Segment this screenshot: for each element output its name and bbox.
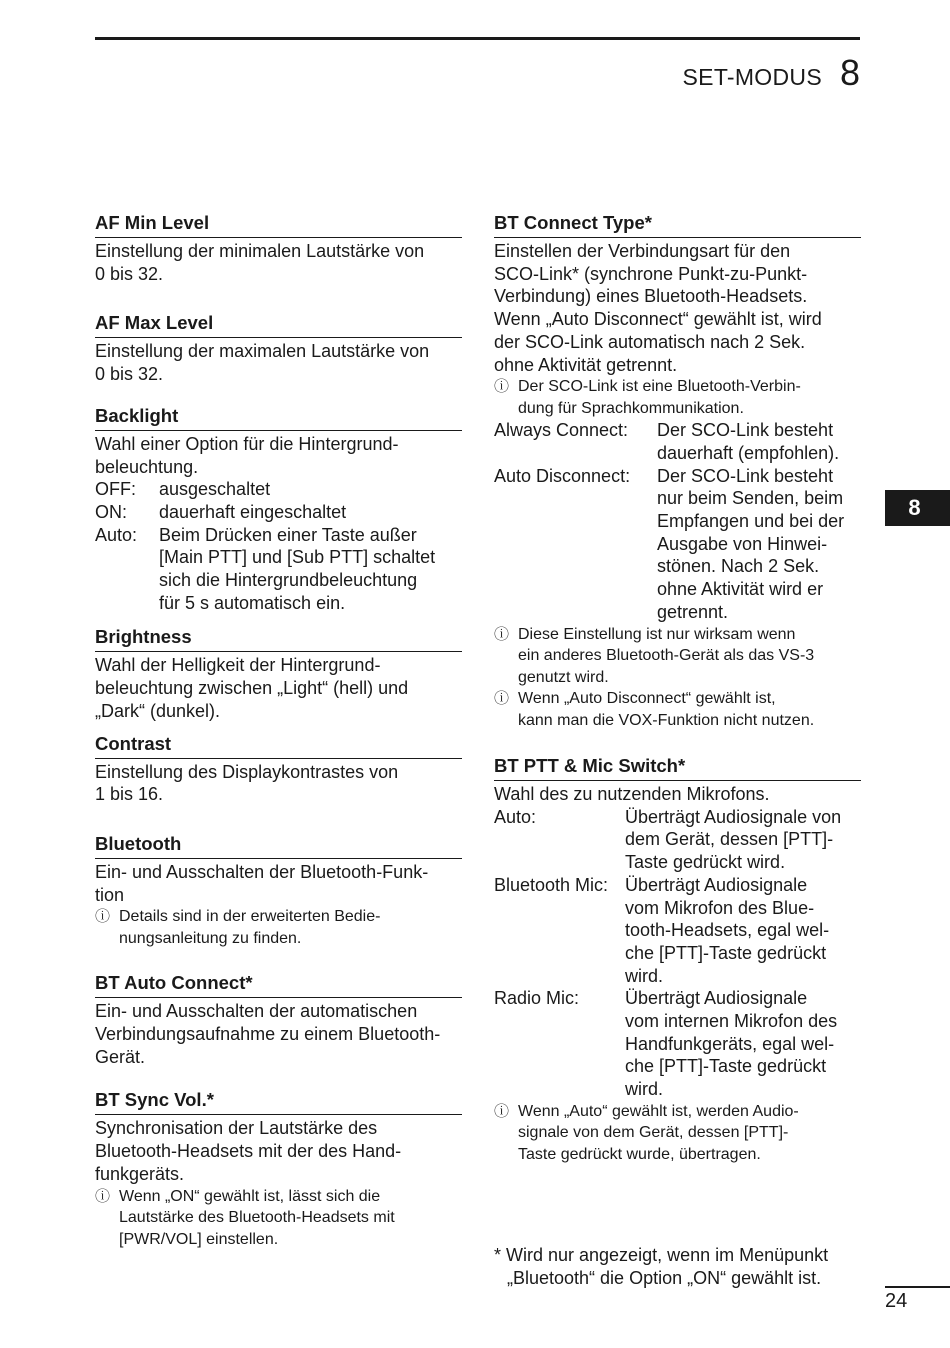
section-bluetooth [95, 831, 462, 949]
option-line: Der SCO-Link besteht [657, 465, 834, 486]
option-value [159, 524, 462, 615]
body-line: Einstellen der Verbindungsart für den [494, 241, 791, 261]
option-line: Handfunkgeräts, egal wel- [625, 1033, 835, 1054]
option-line: Überträgt Audiosignale von [625, 806, 842, 827]
note-line: dung für Sprachkommunikation. [518, 399, 744, 417]
info-note [95, 906, 462, 949]
note-line: nungsanleitung zu finden. [119, 929, 302, 947]
option-bluetooth-mic [494, 874, 861, 988]
option-key: ON: [95, 501, 128, 522]
body-line: Ein- und Ausschalten der automatischen [95, 1001, 418, 1022]
section-title: BT PTT & Mic Switch* [494, 753, 861, 781]
option-line: wird. [625, 965, 664, 986]
body-line: Wenn „Auto Disconnect“ gewählt ist, wird [494, 309, 822, 330]
option-line: Überträgt Audiosignale [625, 874, 808, 895]
section-contrast [95, 731, 462, 806]
option-line: nur beim Senden, beim [657, 488, 844, 509]
option-line: getrennt. [657, 601, 729, 622]
body-line: der SCO-Link automatisch nach 2 Sek. [494, 331, 806, 352]
info-note [494, 376, 861, 419]
section-title: Brightness [95, 624, 462, 652]
section-title: Backlight [95, 403, 462, 431]
note-line: Lautstärke des Bluetooth-Headsets mit [119, 1209, 395, 1227]
section-bt-ptt-mic-switch [494, 753, 861, 1165]
info-circle-icon: ⓘ [494, 690, 510, 708]
option-line: [Main PTT] und [Sub PTT] schaltet [159, 547, 436, 568]
option-key: Always Connect: [494, 420, 629, 441]
footnote-line: „Bluetooth“ die Option „ON“ gewählt ist. [507, 1267, 822, 1288]
body-line: Verbindung) eines Bluetooth-Headsets. [494, 286, 808, 307]
section-title: AF Min Level [95, 210, 462, 238]
option-line: Taste gedrückt wird. [625, 852, 786, 873]
option-key: Auto: [494, 806, 537, 827]
option-line: ausgeschaltet [159, 479, 271, 500]
note-line: Taste gedrückt wurde, übertragen. [518, 1145, 761, 1163]
footnote [494, 1244, 864, 1289]
section-bt-connect-type [494, 210, 861, 731]
body-line: Bluetooth-Headsets mit der des Hand- [95, 1141, 402, 1162]
section-title: AF Max Level [95, 310, 462, 338]
note-line: [PWR/VOL] einstellen. [119, 1230, 279, 1248]
body-line: Wahl einer Option für die Hintergrund- [95, 433, 399, 454]
note-line: Wenn „Auto“ gewählt ist, werden Audio- [518, 1102, 799, 1120]
option-value [625, 806, 861, 874]
option-line: Ausgabe von Hinwei- [657, 533, 828, 554]
info-note [494, 624, 861, 689]
option-line: vom internen Mikrofon des [625, 1011, 838, 1032]
option-value [625, 987, 861, 1101]
option-key: Auto: [95, 524, 138, 545]
info-circle-icon: ⓘ [95, 908, 111, 926]
body-line: beleuchtung zwischen „Light“ (hell) und [95, 678, 409, 699]
section-backlight [95, 403, 462, 615]
body-line: Synchronisation der Lautstärke des [95, 1118, 378, 1139]
info-circle-icon: ⓘ [494, 1102, 510, 1120]
option-auto [95, 524, 462, 615]
option-line: sich die Hintergrundbeleuchtung [159, 570, 418, 591]
section-af-max-level [95, 310, 462, 385]
page-number-rule [885, 1286, 950, 1288]
body-line: funkgeräts. [95, 1163, 185, 1184]
right-column [494, 210, 861, 1184]
note-line: kann man die VOX-Funktion nicht nutzen. [518, 711, 815, 729]
option-key: Bluetooth Mic: [494, 874, 609, 895]
info-circle-icon: ⓘ [494, 378, 510, 396]
section-title: BT Auto Connect* [95, 970, 462, 998]
option-line: für 5 s automatisch ein. [159, 592, 346, 613]
option-line: Der SCO-Link besteht [657, 420, 834, 441]
option-line: tooth-Headsets, egal wel- [625, 920, 830, 941]
option-value [159, 478, 462, 501]
section-bt-auto-connect [95, 970, 462, 1068]
page-header [683, 52, 860, 94]
info-circle-icon: ⓘ [494, 625, 510, 643]
note-line: Diese Einstellung ist nur wirksam wenn [518, 625, 796, 643]
option-key: Auto Disconnect: [494, 465, 631, 486]
section-title: BT Connect Type* [494, 210, 861, 238]
note-line: Der SCO-Link ist eine Bluetooth-Verbin- [518, 378, 801, 396]
note-line: Wenn „ON“ gewählt ist, lässt sich die [119, 1187, 381, 1205]
note-text [119, 1186, 462, 1251]
option-value [625, 874, 861, 988]
option-always-connect [494, 419, 861, 464]
note-line: genutzt wird. [518, 668, 609, 686]
info-note [95, 1186, 462, 1251]
note-line: signale von dem Gerät, dessen [PTT]- [518, 1124, 789, 1142]
option-value [159, 501, 462, 524]
chapter-tab-marker: 8 [885, 490, 950, 526]
note-text [518, 376, 861, 419]
info-note [494, 1101, 861, 1166]
option-auto [494, 806, 861, 874]
note-line: Details sind in der erweiterten Bedie- [119, 908, 381, 926]
body-line: Einstellung der maximalen Lautstärke von [95, 341, 430, 362]
option-line: che [PTT]-Taste gedrückt [625, 942, 827, 963]
body-line: Verbindungsaufnahme zu einem Bluetooth- [95, 1024, 441, 1045]
footnote-line: * Wird nur angezeigt, wenn im Menüpunkt [494, 1245, 829, 1265]
info-circle-icon: ⓘ [95, 1187, 111, 1205]
header-rule [95, 37, 860, 40]
option-on [95, 501, 462, 524]
note-line: ein anderes Bluetooth-Gerät als das VS-3 [518, 647, 815, 665]
option-key: Radio Mic: [494, 988, 580, 1009]
option-line: Beim Drücken einer Taste außer [159, 524, 417, 545]
chapter-number: 8 [839, 52, 860, 93]
body-line: Wahl der Helligkeit der Hintergrund- [95, 655, 381, 676]
option-line: stönen. Nach 2 Sek. [657, 556, 820, 577]
section-brightness [95, 624, 462, 722]
body-line: Wahl des zu nutzenden Mikrofons. [494, 784, 770, 805]
option-auto-disconnect [494, 465, 861, 624]
option-line: dauerhaft eingeschaltet [159, 501, 347, 522]
body-line: beleuchtung. [95, 456, 199, 477]
body-line: „Dark“ (dunkel). [95, 700, 221, 721]
note-line: Wenn „Auto Disconnect“ gewählt ist, [518, 690, 776, 708]
body-line: Gerät. [95, 1046, 146, 1067]
option-line: dem Gerät, dessen [PTT]- [625, 829, 834, 850]
body-line: ohne Aktivität getrennt. [494, 354, 678, 375]
option-value [657, 465, 861, 624]
body-line: SCO-Link* (synchrone Punkt-zu-Punkt- [494, 263, 808, 284]
option-line: dauerhaft (empfohlen). [657, 442, 840, 463]
page-number: 24 [885, 1290, 908, 1312]
section-title: Bluetooth [95, 831, 462, 859]
left-column [95, 210, 462, 1269]
option-off [95, 478, 462, 501]
option-line: ohne Aktivität wird er [657, 579, 824, 600]
note-text [518, 624, 861, 689]
option-radio-mic [494, 987, 861, 1101]
section-af-min-level [95, 210, 462, 285]
section-bt-sync-vol [95, 1087, 462, 1250]
body-line: 0 bis 32. [95, 263, 164, 284]
body-line: Einstellung der minimalen Lautstärke von [95, 241, 425, 261]
option-line: Überträgt Audiosignale [625, 988, 808, 1009]
option-line: vom Mikrofon des Blue- [625, 897, 815, 918]
note-text [518, 1101, 861, 1166]
body-line: 1 bis 16. [95, 784, 164, 805]
section-title: BT Sync Vol.* [95, 1087, 462, 1115]
note-text [119, 906, 462, 949]
note-text [518, 688, 861, 731]
chapter-title: SET-MODUS [682, 64, 822, 90]
body-line: tion [95, 884, 125, 905]
option-line: Empfangen und bei der [657, 511, 845, 532]
body-line: Ein- und Ausschalten der Bluetooth-Funk- [95, 861, 429, 882]
option-value [657, 419, 861, 464]
body-line: 0 bis 32. [95, 364, 164, 385]
section-title: Contrast [95, 731, 462, 759]
option-line: wird. [625, 1079, 664, 1100]
info-note [494, 688, 861, 731]
body-line: Einstellung des Displaykontrastes von [95, 761, 399, 782]
option-line: che [PTT]-Taste gedrückt [625, 1056, 827, 1077]
option-key: OFF: [95, 479, 136, 500]
